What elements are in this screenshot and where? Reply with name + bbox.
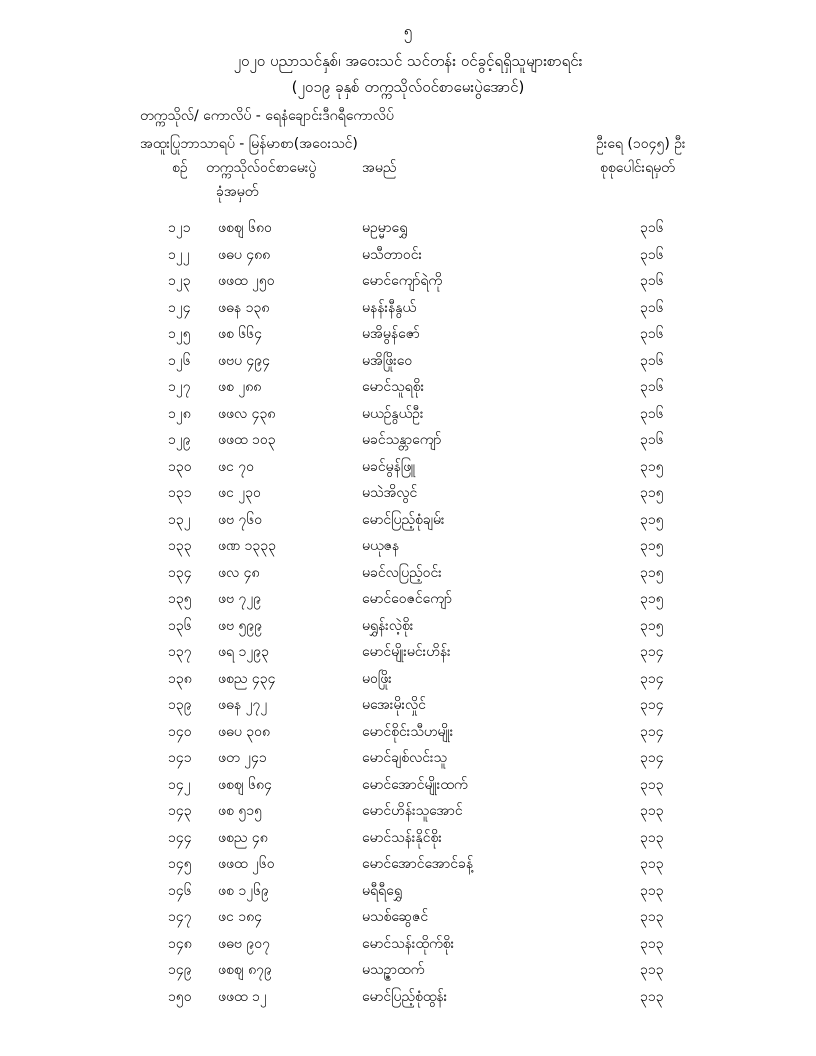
table-row <box>0 457 816 477</box>
score-cell: ၃၁၃ <box>640 988 664 1005</box>
roll-number-cell: ဖဏ ၁၃၃၃ <box>218 538 277 554</box>
serial-cell: ၁၄၆ <box>168 882 192 899</box>
name-cell: မခင်မွန်ဖြူ <box>362 458 416 475</box>
score-cell: ၃၁၅ <box>640 458 664 475</box>
score-cell: ၃၁၄ <box>640 723 664 740</box>
name-cell: မောင်ပြည့်စုံချမ်း <box>362 511 445 528</box>
score-cell: ၃၁၆ <box>640 273 664 289</box>
name-cell: မသစ်ဆွေဇင် <box>362 909 429 925</box>
table-row <box>0 695 816 715</box>
roll-number-cell: ဖဖထ ၁၀၃ <box>218 432 276 448</box>
score-cell: ၃၁၆ <box>640 352 664 369</box>
table-row <box>0 722 816 742</box>
serial-cell: ၁၂၃ <box>168 273 191 289</box>
name-cell: မယဉ်နွယ်ဦး <box>362 405 424 422</box>
header-roll-sub: ခုံအမှတ် <box>216 184 259 200</box>
table-row <box>0 218 816 238</box>
name-cell: မောင်အောင်အောင်ခန့် <box>362 856 474 872</box>
serial-cell: ၁၃၈ <box>168 670 192 687</box>
roll-number-cell: ဖဗပ ၄၉၄ <box>218 352 271 369</box>
score-cell: ၃၁၆ <box>640 405 664 422</box>
serial-cell: ၁၅၀ <box>168 988 192 1005</box>
name-cell: မနန်းနီနွယ် <box>362 299 417 316</box>
serial-cell: ၁၄၉ <box>168 962 192 978</box>
roll-number-cell: ဖစဈ ၆၈၀ <box>218 220 272 236</box>
serial-cell: ၁၃၇ <box>168 644 192 660</box>
name-cell: မသဉ္ဇာထက် <box>362 962 425 978</box>
table-row <box>0 404 816 424</box>
name-cell: မဥမ္မာရွှေ <box>362 220 408 236</box>
name-cell: မရွှန်းလဲ့စိုး <box>362 617 414 634</box>
table-row <box>0 324 816 344</box>
score-cell: ၃၁၃ <box>640 776 664 793</box>
name-cell: မအိဖြိုးဝေ <box>362 352 413 369</box>
header-serial: စဉ် <box>172 160 188 176</box>
table-row <box>0 298 816 318</box>
name-cell: မောင်ကျော်ရဲကို <box>362 273 443 289</box>
score-cell: ၃၁၃ <box>640 829 664 846</box>
roll-number-cell: ဖစဈ ၆၈၄ <box>218 776 272 793</box>
table-row <box>0 907 816 927</box>
table-row <box>0 960 816 980</box>
serial-cell: ၁၃၅ <box>168 591 192 607</box>
table-row <box>0 483 816 503</box>
table-row <box>0 642 816 662</box>
serial-cell: ၁၄၁ <box>168 750 192 766</box>
table-row <box>0 536 816 556</box>
name-cell: မောင်အောင်မျိုးထက် <box>362 776 468 793</box>
roll-number-cell: ဖစဈ ၈၇၉ <box>218 962 272 978</box>
table-row <box>0 351 816 371</box>
table-row <box>0 271 816 291</box>
table-row <box>0 828 816 848</box>
serial-cell: ၁၄၇ <box>168 909 192 925</box>
serial-cell: ၁၄၂ <box>168 776 191 793</box>
table-row <box>0 881 816 901</box>
serial-cell: ၁၄၀ <box>168 723 192 740</box>
serial-cell: ၁၃၃ <box>168 538 192 554</box>
name-cell: မောင်ပြည့်စုံထွန်း <box>362 988 448 1005</box>
serial-cell: ၁၂၈ <box>168 405 191 422</box>
name-cell: မရီရီရွှေ <box>362 882 402 899</box>
major-line: အထူးပြုဘာသာရပ် - မြန်မာစာ(အဝေးသင်) <box>140 136 358 152</box>
score-cell: ၃၁၅ <box>640 591 664 607</box>
table-row <box>0 934 816 954</box>
table-row <box>0 589 816 609</box>
name-cell: မသီတာဝင်း <box>362 246 423 263</box>
score-cell: ၃၁၄ <box>640 697 664 713</box>
score-cell: ၃၁၃ <box>640 962 664 978</box>
score-cell: ၃၁၄ <box>640 644 664 660</box>
name-cell: မအိမွန်ဇော် <box>362 326 420 342</box>
serial-cell: ၁၂၁ <box>168 220 191 236</box>
score-cell: ၃၁၅ <box>640 617 664 634</box>
serial-cell: ၁၂၅ <box>168 326 191 342</box>
table-row <box>0 616 816 636</box>
header-roll: တက္ကသိုလ်ဝင်စာမေးပွဲ <box>206 160 317 176</box>
table-row <box>0 563 816 583</box>
serial-cell: ၁၄၄ <box>168 829 192 846</box>
table-row <box>0 801 816 821</box>
table-row <box>0 775 816 795</box>
score-cell: ၃၁၃ <box>640 856 664 872</box>
roll-number-cell: ဖစည ၄၈ <box>218 829 268 846</box>
name-cell: မခင်သန္တာကျော် <box>362 432 442 448</box>
header-total: စုစုပေါင်းရမှတ် <box>600 160 675 176</box>
score-cell: ၃၁၆ <box>640 326 664 342</box>
roll-number-cell: ဖစည ၄၃၄ <box>218 670 276 687</box>
table-row <box>0 748 816 768</box>
roll-number-cell: ဖတ ၂၄၁ <box>218 750 267 766</box>
score-cell: ၃၁၃ <box>640 909 664 925</box>
roll-number-cell: ဖဖထ ၁၂ <box>218 988 267 1005</box>
table-row <box>0 854 816 874</box>
roll-number-cell: ဖလ ၄၈ <box>218 564 260 581</box>
table-row <box>0 377 816 397</box>
roll-number-cell: ဖင ၂၃၀ <box>218 485 261 501</box>
header-name: အမည် <box>362 160 397 176</box>
serial-cell: ၁၃၁ <box>168 485 192 501</box>
serial-cell: ၁၂၉ <box>168 432 191 448</box>
serial-cell: ၁၄၈ <box>168 935 192 952</box>
name-cell: မယုဇန <box>362 538 400 554</box>
roll-number-cell: ဖစ ၆၆၄ <box>218 326 262 342</box>
university-line: တက္ကသိုလ်/ ကောလိပ် - ရေနံချောင်းဒီဂရီကောလိပ် <box>140 108 394 124</box>
score-cell: ၃၁၆ <box>640 299 664 316</box>
score-cell: ၃၁၃ <box>640 803 664 819</box>
score-cell: ၃၁၆ <box>640 246 664 263</box>
score-cell: ၃၁၆ <box>640 432 664 448</box>
serial-cell: ၁၃၄ <box>168 564 192 581</box>
serial-cell: ၁၄၅ <box>168 856 192 872</box>
score-cell: ၃၁၅ <box>640 511 664 528</box>
roll-number-cell: ဖဓန ၁၃၈ <box>218 299 270 316</box>
roll-number-cell: ဖဗ ၇၂၉ <box>218 591 262 607</box>
roll-number-cell: ဖဗ ၅၉၉ <box>218 617 263 634</box>
serial-cell: ၁၃၆ <box>168 617 192 634</box>
name-cell: မောင်မျိုးမင်းဟိန်း <box>362 644 451 660</box>
serial-cell: ၁၄၃ <box>168 803 192 819</box>
table-row <box>0 245 816 265</box>
serial-cell: ၁၂၇ <box>168 379 191 395</box>
roll-number-cell: ဖင ၇၀ <box>218 458 254 475</box>
document-title: ၂၀၂၀ ပညာသင်နှစ်၊ အဝေးသင် သင်တန်း ဝင်ခွင့်ရရှိသူများစာရင်း <box>233 52 583 70</box>
name-cell: မောင်သန်းထိုက်စိုး <box>362 935 455 952</box>
name-cell: မဝဖြိုး <box>362 670 392 687</box>
score-cell: ၃၁၅ <box>640 564 664 581</box>
score-cell: ၃၁၃ <box>640 882 664 899</box>
name-cell: မောင်သူရစိုး <box>362 379 425 395</box>
score-cell: ၃၁၄ <box>640 670 664 687</box>
score-cell: ၃၁၅ <box>640 538 664 554</box>
roll-number-cell: ဖဖလ ၄၃၈ <box>218 405 276 422</box>
name-cell: မောင်ဝေဇင်ကျော် <box>362 591 452 607</box>
name-cell: မသဲအိလွင် <box>362 485 418 501</box>
serial-cell: ၁၂၄ <box>168 299 191 316</box>
score-cell: ၃၁၃ <box>640 935 664 952</box>
score-cell: ၃၁၆ <box>640 379 664 395</box>
name-cell: မောင်ဟိန်းသူအောင် <box>362 803 463 819</box>
roll-number-cell: ဖစ ၅၁၅ <box>218 803 262 819</box>
roll-number-cell: ဖဖထ ၂၅၀ <box>218 273 275 289</box>
name-cell: မောင်စိုင်းသီဟမျိုး <box>362 723 454 740</box>
table-row <box>0 510 816 530</box>
serial-cell: ၁၂၂ <box>168 246 190 263</box>
table-row <box>0 669 816 689</box>
roll-number-cell: ဖရ ၁၂၉၃ <box>218 644 269 660</box>
serial-cell: ၁၂၆ <box>168 352 191 369</box>
table-row <box>0 430 816 450</box>
score-cell: ၃၁၄ <box>640 750 664 766</box>
document-subtitle: (၂၀၁၉ ခုနှစ် တက္ကသိုလ်ဝင်စာမေးပွဲအောင်) <box>291 78 525 96</box>
page-number: ၅ <box>403 22 413 40</box>
roll-number-cell: ဖဖထ ၂၆၀ <box>218 856 275 872</box>
name-cell: မအေးမိုးလှိုင် <box>362 697 426 713</box>
roll-number-cell: ဖဓန ၂၇၂ <box>218 697 268 713</box>
serial-cell: ၁၃၂ <box>168 511 191 528</box>
roll-number-cell: ဖဗ ၇၆၀ <box>218 511 263 528</box>
roll-number-cell: ဖဓပ ၄၈၈ <box>218 246 271 263</box>
roll-number-cell: ဖစ ၂၈၈ <box>218 379 262 395</box>
roll-number-cell: ဖဓပ ၃၀၈ <box>218 723 271 740</box>
name-cell: မောင်သန်းနိုင်စိုး <box>362 829 442 846</box>
score-cell: ၃၁၆ <box>640 220 664 236</box>
name-cell: မောင်ချစ်လင်းသူ <box>362 750 448 766</box>
table-row <box>0 987 816 1007</box>
name-cell: မခင်လပြည့်ဝင်း <box>362 564 442 581</box>
total-count: ဦးရေ (၁၀၄၅) ဦး <box>596 136 686 152</box>
roll-number-cell: ဖစ ၁၂၆၉ <box>218 882 269 899</box>
score-cell: ၃၁၅ <box>640 485 664 501</box>
serial-cell: ၁၃၉ <box>168 697 192 713</box>
roll-number-cell: ဖဓဗ ၉၀၇ <box>218 935 270 952</box>
serial-cell: ၁၃၀ <box>168 458 192 475</box>
roll-number-cell: ဖင ၁၈၄ <box>218 909 262 925</box>
